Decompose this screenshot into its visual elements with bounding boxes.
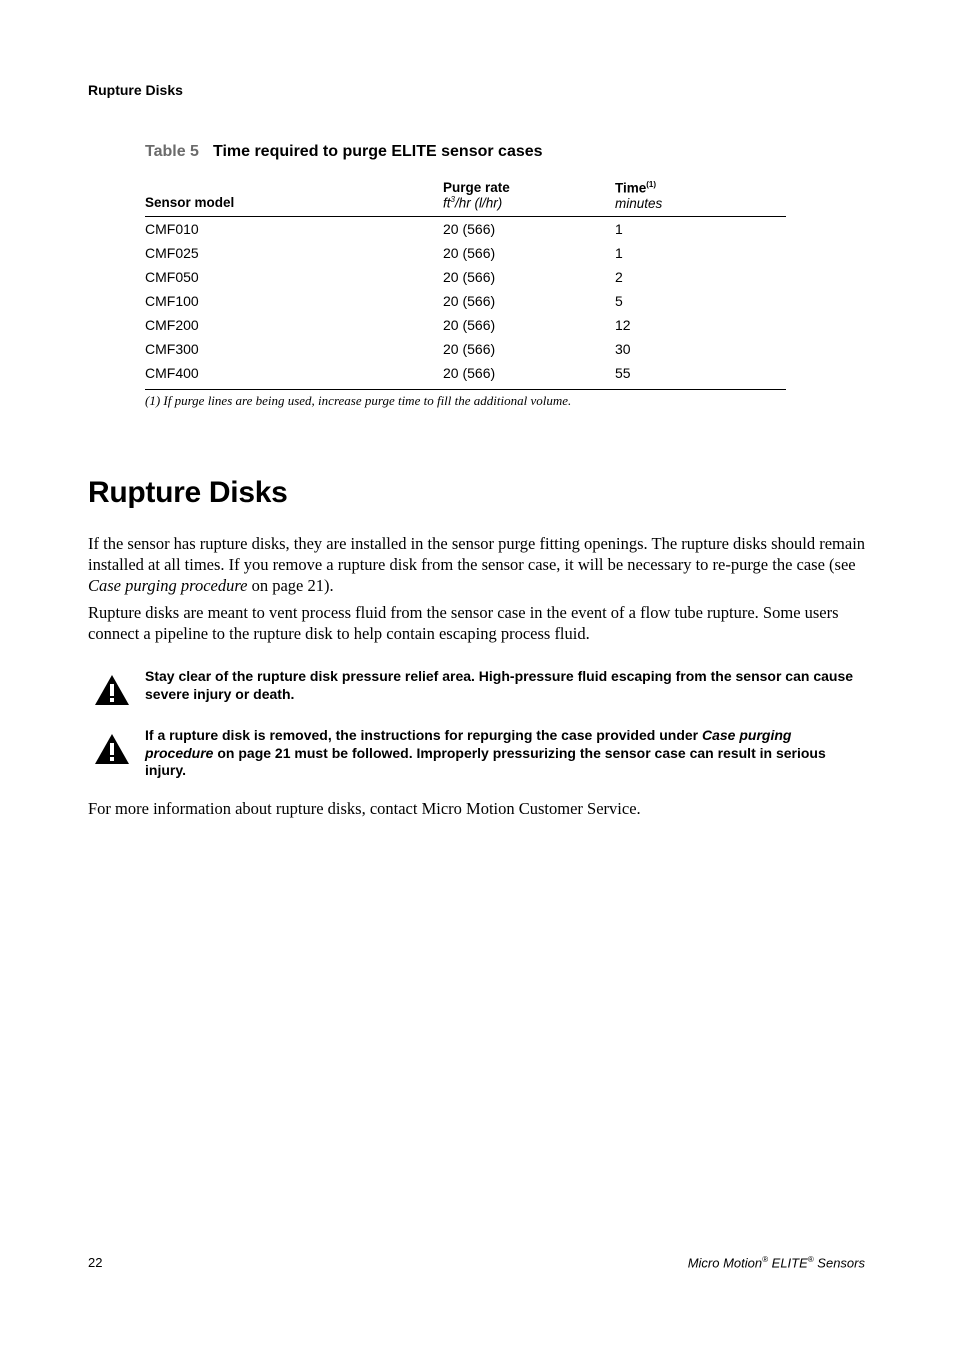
table-row <box>145 313 786 337</box>
cell-time: 55 <box>615 365 631 381</box>
header-purge-rate-unit: $ft^3/hr$ (l/hr) <box>443 195 503 211</box>
cell-time: 1 <box>615 221 623 237</box>
cell-model: CMF200 <box>145 317 199 333</box>
cell-rate: 20 (566) <box>443 245 496 261</box>
warning-2-text: If a rupture disk is removed, the instructions for repurging the case provided under Case purging procedure on page 21 must be followed. Improperly pressurizing the sensor case can result in serious injury. <box>145 727 826 778</box>
cell-rate: 20 (566) <box>443 269 496 285</box>
warning-triangle-icon <box>94 674 130 706</box>
cell-rate: 20 (566) <box>443 341 496 357</box>
table-row <box>145 241 786 265</box>
cell-time: 1 <box>615 245 623 261</box>
cross-reference-link[interactable]: Case purging procedure <box>145 727 792 761</box>
paragraph-rupture-purpose: Rupture disks are meant to vent process fluid from the sensor case in the event of a flow tube rupture. Some users connect a pipeline to the rupture disk to help contain escaping process fluid. <box>88 603 839 643</box>
cell-model: CMF050 <box>145 269 199 285</box>
warning-1-text: Stay clear of the rupture disk pressure relief area. High-pressure fluid escaping from the sensor can cause severe injury or death. <box>145 668 854 702</box>
cell-rate: 20 (566) <box>443 221 496 237</box>
table-label: Table 5 <box>145 143 199 160</box>
cell-model: CMF100 <box>145 293 199 309</box>
cell-time: 30 <box>615 341 631 357</box>
cell-time: 5 <box>615 293 623 309</box>
header-time: Time$^{(1)}$ minutes <box>615 180 663 211</box>
header-sensor-model: Sensor model <box>145 195 235 210</box>
table-row <box>145 265 786 289</box>
cell-rate: 20 (566) <box>443 317 496 333</box>
table-header <box>145 178 786 217</box>
cell-time: 12 <box>615 317 631 333</box>
table-row <box>145 361 786 385</box>
cross-reference-link[interactable]: Case purging procedure <box>88 576 248 595</box>
purge-time-table <box>145 178 786 390</box>
table-row <box>145 337 786 361</box>
table-caption <box>145 143 543 161</box>
table-title: Time required to purge ELITE sensor cases <box>212 143 543 160</box>
header-purge-rate: Purge rate $ft^3/hr$ (l/hr) <box>443 180 510 211</box>
running-head: Rupture Disks <box>88 82 183 98</box>
table-body <box>145 217 786 390</box>
cell-model: CMF300 <box>145 341 199 357</box>
cell-model: CMF400 <box>145 365 199 381</box>
table-row <box>145 217 786 241</box>
cell-model: CMF025 <box>145 245 199 261</box>
cell-model: CMF010 <box>145 221 199 237</box>
paragraph-rupture-intro: If the sensor has rupture disks, they are installed in the sensor purge fitting openings. The rupture disks should remain installed at all times. If you remove a rupture disk from the sensor case, it will be necessary to re-purge the case (see Case purging procedure on page 21). <box>88 534 866 595</box>
header-time-unit: minutes <box>615 195 663 211</box>
document-title: Micro Motion® ELITE® Sensors <box>687 1255 865 1271</box>
page-number: 22 <box>88 1255 103 1270</box>
cell-time: 2 <box>615 269 623 285</box>
cell-rate: 20 (566) <box>443 365 496 381</box>
warning-triangle-icon <box>94 733 130 765</box>
table-footnote: (1) If purge lines are being used, increase purge time to fill the additional volume. <box>145 393 572 408</box>
cell-rate: 20 (566) <box>443 293 496 309</box>
paragraph-contact: For more information about rupture disks, contact Micro Motion Customer Service. <box>88 799 641 818</box>
table-row <box>145 289 786 313</box>
section-title: Rupture Disks <box>88 476 288 509</box>
